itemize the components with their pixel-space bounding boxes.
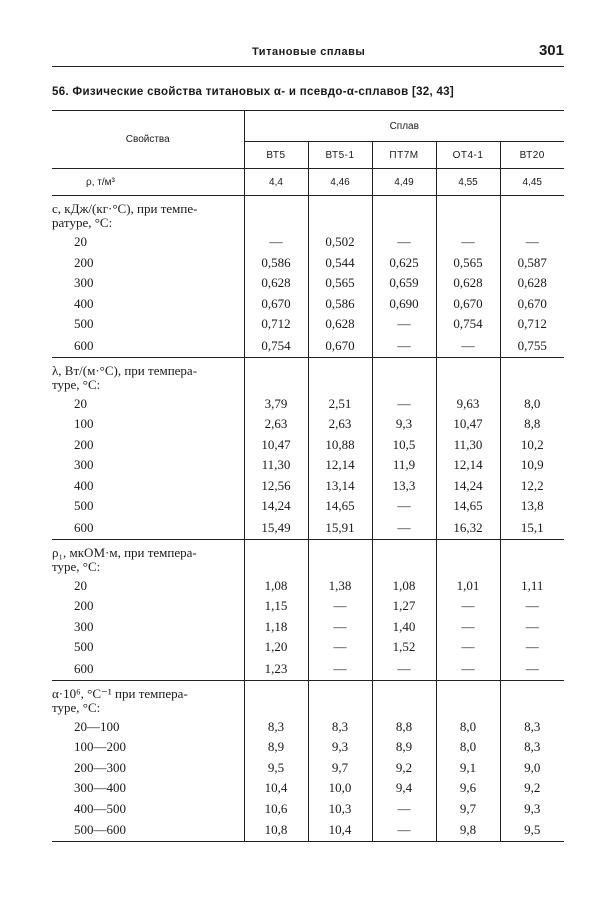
alloy-name: ПТ7М bbox=[372, 142, 436, 169]
value-cell: — bbox=[372, 335, 436, 358]
value-cell: 12,14 bbox=[436, 455, 500, 476]
empty-cell bbox=[244, 357, 308, 394]
value-cell: 14,24 bbox=[244, 496, 308, 517]
value-cell: 11,30 bbox=[244, 455, 308, 476]
value-cell: 9,7 bbox=[308, 758, 372, 779]
value-cell: 1,20 bbox=[244, 637, 308, 658]
value-cell: — bbox=[500, 232, 564, 253]
section-title-line: туре, °С: bbox=[52, 558, 101, 574]
value-cell: 0,586 bbox=[308, 294, 372, 315]
table-row bbox=[52, 819, 564, 842]
value-cell: 0,628 bbox=[308, 314, 372, 335]
value-cell: 9,63 bbox=[436, 394, 500, 415]
value-cell: 14,24 bbox=[436, 476, 500, 497]
value-cell: 0,586 bbox=[244, 253, 308, 274]
value-cell: 2,63 bbox=[308, 414, 372, 435]
temperature-label: 500 bbox=[74, 639, 94, 655]
value-cell: 9,3 bbox=[500, 799, 564, 820]
table-row bbox=[52, 637, 564, 658]
alloy-name: ВТ5 bbox=[244, 142, 308, 169]
temperature-label: 500—600 bbox=[52, 819, 244, 842]
value-cell: 1,15 bbox=[244, 596, 308, 617]
table-row bbox=[52, 596, 564, 617]
value-cell: 13,8 bbox=[500, 496, 564, 517]
value-cell: 10,9 bbox=[500, 455, 564, 476]
value-cell: 0,628 bbox=[436, 273, 500, 294]
empty-cell bbox=[436, 357, 500, 394]
value-cell: 8,8 bbox=[372, 717, 436, 738]
value-cell: 0,628 bbox=[244, 273, 308, 294]
section-title-line: ратуре, °С: bbox=[52, 215, 113, 230]
value-cell: 10,8 bbox=[244, 819, 308, 842]
value-cell: 0,565 bbox=[308, 273, 372, 294]
value-cell: — bbox=[372, 658, 436, 681]
temperature-label: 400 bbox=[74, 295, 94, 311]
value-cell: 13,3 bbox=[372, 476, 436, 497]
section-title bbox=[52, 680, 244, 717]
value-cell: 12,56 bbox=[244, 476, 308, 497]
value-cell: 0,544 bbox=[308, 253, 372, 274]
table-row bbox=[52, 717, 564, 738]
temperature-label: 400—500 bbox=[74, 800, 126, 816]
value-cell: 9,6 bbox=[436, 778, 500, 799]
temperature-label: 500 bbox=[74, 498, 94, 514]
value-cell: 0,628 bbox=[500, 273, 564, 294]
empty-cell bbox=[308, 196, 372, 233]
table-row bbox=[52, 394, 564, 415]
empty-cell bbox=[244, 539, 308, 576]
value-cell: 9,2 bbox=[500, 778, 564, 799]
value-cell: 2,63 bbox=[244, 414, 308, 435]
table-row bbox=[52, 435, 564, 456]
value-cell: — bbox=[500, 658, 564, 681]
empty-cell bbox=[500, 357, 564, 394]
value-cell: 9,8 bbox=[436, 819, 500, 842]
section-title-line: c, кДж/(кг·°С), при темпе- bbox=[52, 201, 198, 216]
value-cell: 12,14 bbox=[308, 455, 372, 476]
empty-cell bbox=[372, 680, 436, 717]
temperature-label: 20—100 bbox=[74, 718, 120, 734]
table-row bbox=[52, 517, 564, 540]
temperature-label: 300—400 bbox=[74, 780, 126, 796]
page-header bbox=[52, 38, 564, 68]
value-cell: 11,30 bbox=[436, 435, 500, 456]
density-row bbox=[52, 169, 564, 196]
table-row bbox=[52, 658, 564, 681]
section-title-line: λ, Вт/(м·°С), при темпера- bbox=[52, 362, 198, 378]
alloy-name: ОТ4-1 bbox=[436, 142, 500, 169]
value-cell: — bbox=[372, 394, 436, 415]
value-cell: 10,47 bbox=[436, 414, 500, 435]
value-cell: 8,0 bbox=[436, 717, 500, 738]
density-value: 4,55 bbox=[436, 169, 500, 196]
temperature-label: 200 bbox=[74, 598, 94, 614]
value-cell: — bbox=[436, 596, 500, 617]
density-value: 4,49 bbox=[372, 169, 436, 196]
table-row bbox=[52, 273, 564, 294]
table-row bbox=[52, 294, 564, 315]
section-title-row bbox=[52, 196, 564, 233]
value-cell: 0,565 bbox=[436, 253, 500, 274]
empty-cell bbox=[244, 680, 308, 717]
value-cell: 1,08 bbox=[372, 576, 436, 597]
section-title bbox=[52, 196, 244, 233]
temperature-label: 100—200 bbox=[74, 739, 126, 755]
temperature-label: 400 bbox=[74, 477, 94, 493]
value-cell: 8,3 bbox=[244, 717, 308, 738]
value-cell: — bbox=[436, 232, 500, 253]
alloy-column-header: Сплав bbox=[244, 111, 564, 142]
value-cell: 8,0 bbox=[500, 394, 564, 415]
properties-table bbox=[52, 110, 564, 842]
value-cell: 10,4 bbox=[308, 819, 372, 842]
value-cell: 0,712 bbox=[500, 314, 564, 335]
value-cell: 10,88 bbox=[308, 435, 372, 456]
temperature-label: 300 bbox=[74, 275, 94, 291]
table-row bbox=[52, 455, 564, 476]
value-cell: 0,502 bbox=[308, 232, 372, 253]
empty-cell bbox=[244, 196, 308, 233]
empty-cell bbox=[436, 196, 500, 233]
value-cell: 9,4 bbox=[372, 778, 436, 799]
value-cell: 0,670 bbox=[500, 294, 564, 315]
density-label: ρ, т/м³ bbox=[52, 169, 244, 196]
value-cell: — bbox=[436, 637, 500, 658]
empty-cell bbox=[436, 539, 500, 576]
value-cell: 9,5 bbox=[500, 819, 564, 842]
value-cell: 10,47 bbox=[244, 435, 308, 456]
value-cell: 0,712 bbox=[244, 314, 308, 335]
value-cell: 12,2 bbox=[500, 476, 564, 497]
empty-cell bbox=[372, 539, 436, 576]
empty-cell bbox=[308, 539, 372, 576]
value-cell: 10,4 bbox=[244, 778, 308, 799]
value-cell: 0,755 bbox=[500, 335, 564, 358]
temperature-label: 500 bbox=[74, 316, 94, 332]
value-cell: 10,0 bbox=[308, 778, 372, 799]
value-cell: 9,2 bbox=[372, 758, 436, 779]
value-cell: 9,1 bbox=[436, 758, 500, 779]
value-cell: 15,1 bbox=[500, 517, 564, 540]
section-title bbox=[52, 357, 244, 394]
value-cell: 0,754 bbox=[436, 314, 500, 335]
section-title-row bbox=[52, 680, 564, 717]
value-cell: 15,49 bbox=[244, 517, 308, 540]
value-cell: 1,40 bbox=[372, 617, 436, 638]
table-row bbox=[52, 414, 564, 435]
temperature-label: 600 bbox=[52, 517, 244, 540]
table-row bbox=[52, 576, 564, 597]
value-cell: — bbox=[372, 496, 436, 517]
value-cell: 9,0 bbox=[500, 758, 564, 779]
section-title-line: туре, °С: bbox=[52, 699, 101, 715]
value-cell: 10,6 bbox=[244, 799, 308, 820]
density-value: 4,45 bbox=[500, 169, 564, 196]
value-cell: 1,27 bbox=[372, 596, 436, 617]
section-title-row bbox=[52, 539, 564, 576]
temperature-label: 20 bbox=[74, 395, 87, 411]
value-cell: 8,3 bbox=[500, 717, 564, 738]
value-cell: — bbox=[372, 314, 436, 335]
temperature-label: 600 bbox=[52, 335, 244, 358]
value-cell: 0,587 bbox=[500, 253, 564, 274]
temperature-label: 600 bbox=[52, 658, 244, 681]
value-cell: 15,91 bbox=[308, 517, 372, 540]
value-cell: 0,670 bbox=[308, 335, 372, 358]
value-cell: 1,18 bbox=[244, 617, 308, 638]
value-cell: — bbox=[308, 617, 372, 638]
value-cell: — bbox=[308, 637, 372, 658]
value-cell: 11,9 bbox=[372, 455, 436, 476]
table-row bbox=[52, 799, 564, 820]
section-title-line: туре, °С: bbox=[52, 376, 101, 392]
temperature-label: 20 bbox=[74, 234, 87, 250]
property-column-header: Свойства bbox=[52, 111, 244, 169]
value-cell: 9,7 bbox=[436, 799, 500, 820]
section-title bbox=[52, 539, 244, 576]
value-cell: 8,9 bbox=[244, 737, 308, 758]
value-cell: — bbox=[436, 335, 500, 358]
table-row bbox=[52, 778, 564, 799]
running-title: Титановые сплавы bbox=[252, 46, 366, 58]
value-cell: — bbox=[372, 517, 436, 540]
empty-cell bbox=[500, 539, 564, 576]
table-caption: 56. Физические свойства титановых α- и псевдо-α-сплавов [32, 43] bbox=[52, 86, 455, 98]
value-cell: 16,32 bbox=[436, 517, 500, 540]
value-cell: 0,670 bbox=[244, 294, 308, 315]
value-cell: 0,754 bbox=[244, 335, 308, 358]
value-cell: — bbox=[436, 658, 500, 681]
value-cell: 0,690 bbox=[372, 294, 436, 315]
value-cell: — bbox=[372, 799, 436, 820]
table-row bbox=[52, 253, 564, 274]
value-cell: 9,3 bbox=[372, 414, 436, 435]
value-cell: 0,625 bbox=[372, 253, 436, 274]
value-cell: 0,659 bbox=[372, 273, 436, 294]
section-title-line: α·10⁶, °С⁻¹ при темпера- bbox=[52, 685, 188, 701]
value-cell: 1,23 bbox=[244, 658, 308, 681]
empty-cell bbox=[308, 357, 372, 394]
temperature-label: 300 bbox=[74, 457, 94, 473]
temperature-label: 200 bbox=[74, 436, 94, 452]
empty-cell bbox=[436, 680, 500, 717]
page-number: 301 bbox=[538, 42, 564, 59]
value-cell: 8,8 bbox=[500, 414, 564, 435]
table-row bbox=[52, 232, 564, 253]
value-cell: 8,3 bbox=[500, 737, 564, 758]
alloy-name: ВТ20 bbox=[500, 142, 564, 169]
value-cell: 3,79 bbox=[244, 394, 308, 415]
empty-cell bbox=[500, 680, 564, 717]
table-row bbox=[52, 737, 564, 758]
table-row bbox=[52, 617, 564, 638]
empty-cell bbox=[500, 196, 564, 233]
temperature-label: 20 bbox=[74, 577, 87, 593]
value-cell: 8,0 bbox=[436, 737, 500, 758]
value-cell: — bbox=[500, 617, 564, 638]
value-cell: 1,01 bbox=[436, 576, 500, 597]
density-value: 4,46 bbox=[308, 169, 372, 196]
value-cell: — bbox=[372, 819, 436, 842]
section-title-row bbox=[52, 357, 564, 394]
value-cell: — bbox=[372, 232, 436, 253]
value-cell: 1,11 bbox=[500, 576, 564, 597]
value-cell: — bbox=[308, 658, 372, 681]
value-cell: 0,670 bbox=[436, 294, 500, 315]
temperature-label: 300 bbox=[74, 618, 94, 634]
value-cell: 10,5 bbox=[372, 435, 436, 456]
value-cell: 10,3 bbox=[308, 799, 372, 820]
value-cell: 1,08 bbox=[244, 576, 308, 597]
value-cell: 8,3 bbox=[308, 717, 372, 738]
value-cell: 1,38 bbox=[308, 576, 372, 597]
table-body bbox=[52, 169, 564, 842]
value-cell: 13,14 bbox=[308, 476, 372, 497]
value-cell: 14,65 bbox=[308, 496, 372, 517]
value-cell: 8,9 bbox=[372, 737, 436, 758]
empty-cell bbox=[308, 680, 372, 717]
value-cell: — bbox=[308, 596, 372, 617]
value-cell: 2,51 bbox=[308, 394, 372, 415]
table-row bbox=[52, 335, 564, 358]
density-value: 4,4 bbox=[244, 169, 308, 196]
value-cell: — bbox=[244, 232, 308, 253]
table-row bbox=[52, 758, 564, 779]
empty-cell bbox=[372, 357, 436, 394]
value-cell: — bbox=[500, 596, 564, 617]
value-cell: — bbox=[436, 617, 500, 638]
value-cell: 1,52 bbox=[372, 637, 436, 658]
table-row bbox=[52, 496, 564, 517]
section-title-line: ρ₁, мкОМ·м, при темпера- bbox=[52, 544, 197, 560]
value-cell: 14,65 bbox=[436, 496, 500, 517]
value-cell: — bbox=[500, 637, 564, 658]
value-cell: 9,3 bbox=[308, 737, 372, 758]
table-row bbox=[52, 314, 564, 335]
temperature-label: 200 bbox=[74, 254, 94, 270]
alloy-name: ВТ5-1 bbox=[308, 142, 372, 169]
header-rule bbox=[52, 66, 564, 67]
temperature-label: 200—300 bbox=[74, 759, 126, 775]
table-row bbox=[52, 476, 564, 497]
value-cell: 10,2 bbox=[500, 435, 564, 456]
empty-cell bbox=[372, 196, 436, 233]
value-cell: 9,5 bbox=[244, 758, 308, 779]
temperature-label: 100 bbox=[74, 416, 94, 432]
